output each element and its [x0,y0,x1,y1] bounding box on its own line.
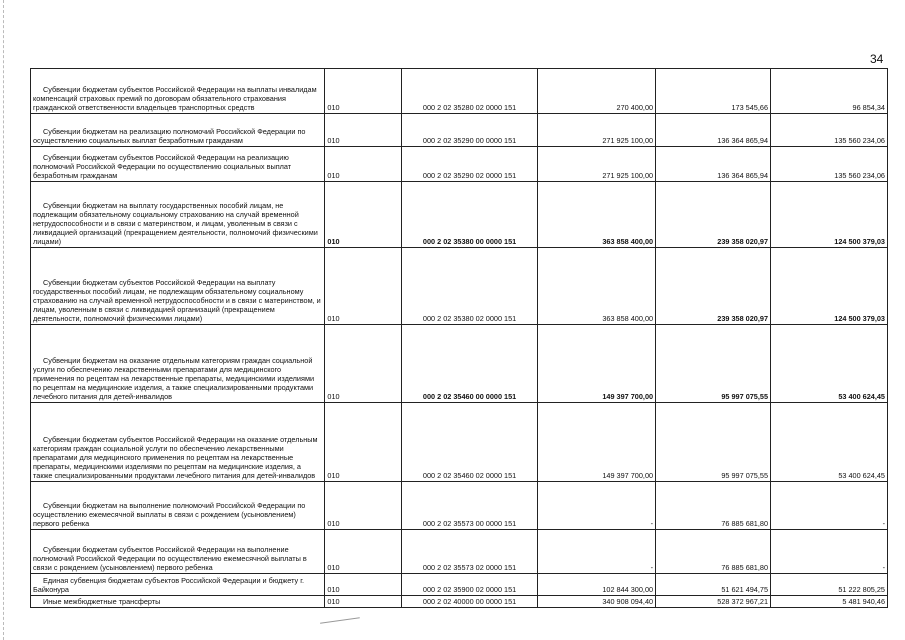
table-row [31,147,888,182]
row-rest: 96 854,34 [771,69,888,114]
table-row [31,248,888,325]
table-row [31,403,888,482]
row-plan: - [538,482,656,530]
row-kbk: 000 2 02 35900 02 0000 151 [402,574,538,596]
row-rest: 5 481 940,46 [771,596,888,608]
row-code: 010 [325,482,402,530]
budget-report-table [30,68,888,608]
row-fact: 173 545,66 [656,69,771,114]
row-fact: 136 364 865,94 [656,147,771,182]
row-rest: 124 500 379,03 [771,182,888,248]
row-fact: 95 997 075,55 [656,403,771,482]
row-description: Субвенции бюджетам субъектов Российской Федерации на реализацию полномочий Российской Федерации по осуществлению социальных выплат безработным гражданам [31,147,325,182]
row-kbk: 000 2 02 40000 00 0000 151 [402,596,538,608]
row-rest: 51 222 805,25 [771,574,888,596]
table-row [31,182,888,248]
row-code: 010 [325,403,402,482]
row-plan: - [538,530,656,574]
table-row [31,482,888,530]
row-description: Субвенции бюджетам на оказание отдельным категориям граждан социальной услуги по обеспечению лекарственными препаратами для медицинского применения по рецептам на лекарственные препараты, медицинскими изделиями по рецептам на медицинские изделия, а также специализированными продуктами лечебного питания для детей-инвалидов [31,325,325,403]
row-rest: 135 560 234,06 [771,114,888,147]
row-description: Единая субвенция бюджетам субъектов Российской Федерации и бюджету г. Байконура [31,574,325,596]
row-kbk: 000 2 02 35460 00 0000 151 [402,325,538,403]
row-fact: 528 372 967,21 [656,596,771,608]
row-code: 010 [325,596,402,608]
row-plan: 363 858 400,00 [538,182,656,248]
row-description: Субвенции бюджетам субъектов Российской Федерации на выплату государственных пособий лицам, не подлежащим обязательному социальному страхованию на случай временной нетрудоспособности и в связи с материнством, и лицам, уволенным в связи с ликвидацией организаций (прекращением деятельности, полномочий физическими лицами) [31,248,325,325]
row-kbk: 000 2 02 35460 02 0000 151 [402,403,538,482]
row-rest: 53 400 624,45 [771,325,888,403]
handwritten-mark [320,617,360,625]
row-fact: 51 621 494,75 [656,574,771,596]
binding-margin-line [3,0,5,640]
row-plan: 271 925 100,00 [538,147,656,182]
row-code: 010 [325,325,402,403]
row-fact: 239 358 020,97 [656,248,771,325]
row-code: 010 [325,182,402,248]
row-kbk: 000 2 02 35380 02 0000 151 [402,248,538,325]
row-code: 010 [325,69,402,114]
table-row [31,574,888,596]
table-row [31,530,888,574]
row-code: 010 [325,530,402,574]
table-row [31,69,888,114]
row-fact: 136 364 865,94 [656,114,771,147]
row-fact: 239 358 020,97 [656,182,771,248]
row-kbk: 000 2 02 35573 00 0000 151 [402,482,538,530]
row-kbk: 000 2 02 35290 02 0000 151 [402,147,538,182]
row-plan: 363 858 400,00 [538,248,656,325]
row-description: Субвенции бюджетам субъектов Российской Федерации на выполнение полномочий Российской Федерации по осуществлению ежемесячной выплаты в связи с рождением (усыновлением) первого ребенка [31,530,325,574]
row-description: Иные межбюджетные трансферты [31,596,325,608]
row-code: 010 [325,147,402,182]
row-description: Субвенции бюджетам на выполнение полномочий Российской Федерации по осуществлению ежемесячной выплаты в связи с рождением (усыновлением) первого ребенка [31,482,325,530]
row-rest: 53 400 624,45 [771,403,888,482]
row-fact: 76 885 681,80 [656,530,771,574]
row-kbk: 000 2 02 35290 00 0000 151 [402,114,538,147]
row-plan: 149 397 700,00 [538,325,656,403]
row-plan: 149 397 700,00 [538,403,656,482]
table-row [31,325,888,403]
row-kbk: 000 2 02 35573 02 0000 151 [402,530,538,574]
row-kbk: 000 2 02 35380 00 0000 151 [402,182,538,248]
row-rest: - [771,482,888,530]
row-description: Субвенции бюджетам на реализацию полномочий Российской Федерации по осуществлению социальных выплат безработным гражданам [31,114,325,147]
table-row [31,114,888,147]
row-rest: - [771,530,888,574]
row-plan: 270 400,00 [538,69,656,114]
row-plan: 102 844 300,00 [538,574,656,596]
page-number: 34 [870,52,884,66]
row-description: Субвенции бюджетам на выплату государственных пособий лицам, не подлежащим обязательному социальному страхованию на случай временной нетрудоспособности и в связи с материнством, и лицам, уволенным в связи с ликвидацией организаций (прекращением деятельности, полномочий физическими лицами) [31,182,325,248]
row-rest: 124 500 379,03 [771,248,888,325]
row-code: 010 [325,248,402,325]
row-fact: 76 885 681,80 [656,482,771,530]
row-fact: 95 997 075,55 [656,325,771,403]
row-plan: 340 908 094,40 [538,596,656,608]
row-kbk: 000 2 02 35280 02 0000 151 [402,69,538,114]
row-rest: 135 560 234,06 [771,147,888,182]
row-plan: 271 925 100,00 [538,114,656,147]
row-description: Субвенции бюджетам субъектов Российской Федерации на оказание отдельным категориям граждан социальной услуги по обеспечению лекарственными препаратами для медицинского применения по рецептам на лекарственные препараты, медицинскими изделиями по рецептам на медицинские изделия, а также специализированными продуктами лечебного питания для детей-инвалидов [31,403,325,482]
row-code: 010 [325,114,402,147]
row-code: 010 [325,574,402,596]
row-description: Субвенции бюджетам субъектов Российской Федерации на выплаты инвалидам компенсаций страховых премий по договорам обязательного страхования гражданской ответственности владельцев транспортных средств [31,69,325,114]
table-row [31,596,888,608]
